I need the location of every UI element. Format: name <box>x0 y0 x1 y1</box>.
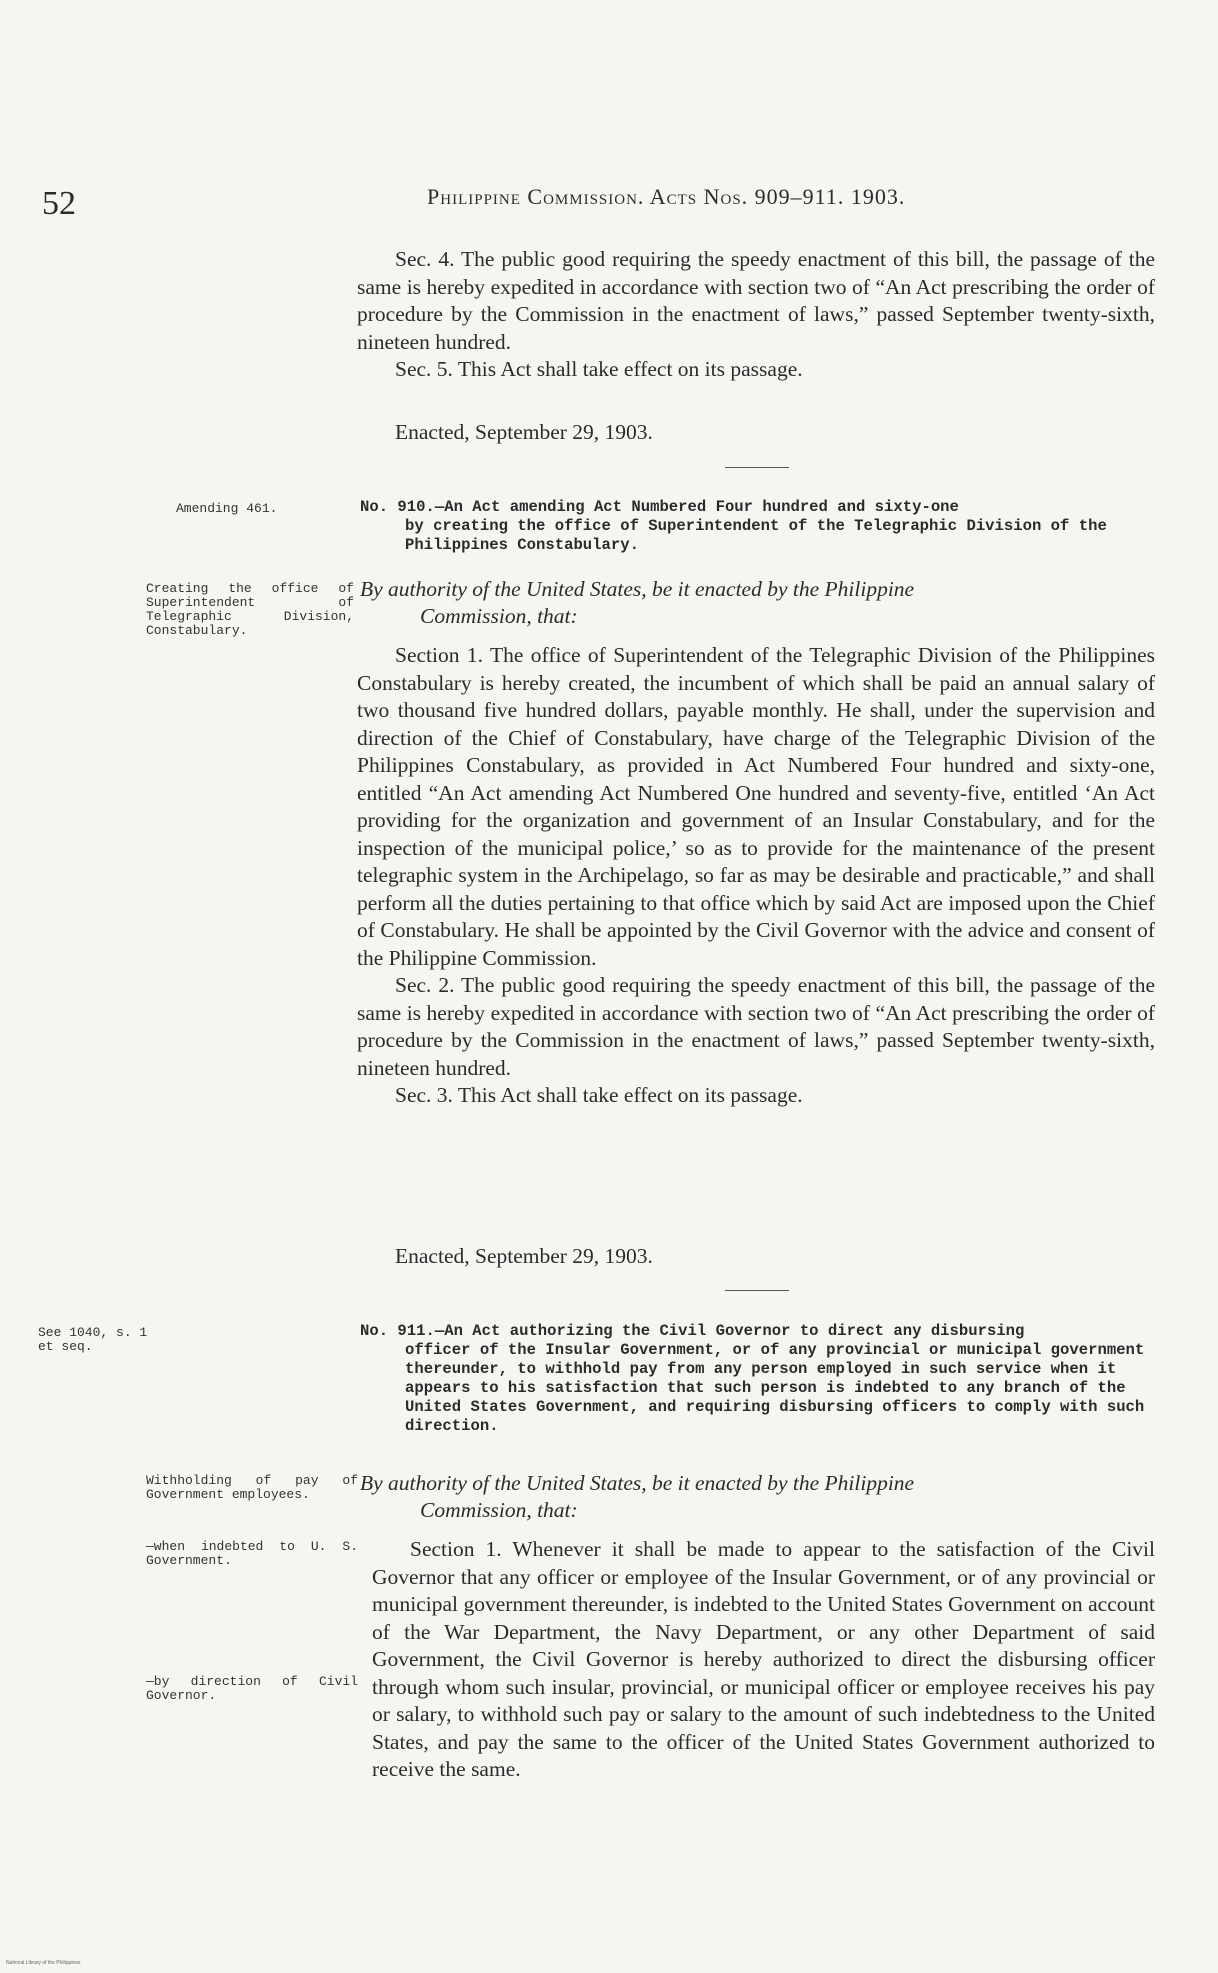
section-divider <box>725 467 789 468</box>
footer-attribution: National Library of the Philippines <box>6 1960 81 1966</box>
margin-note-amending: Amending 461. <box>176 501 278 516</box>
act-910-enacting-first-line: By authority of the United States, be it enacted by the Philippine <box>360 577 915 601</box>
page-number: 52 <box>42 185 76 222</box>
act-909-section-5: Sec. 5. This Act shall take effect on its passage. <box>395 357 803 381</box>
margin-note-creating-office: Creating the office of Superintendent of Telegraphic Division, Constabulary. <box>146 581 354 638</box>
act-909-closing-sections <box>357 246 1155 384</box>
act-910-body <box>357 642 1155 1110</box>
act-911-enacting-first-line: By authority of the United States, be it enacted by the Philippine <box>360 1471 915 1495</box>
act-910-heading-first-line: No. 910.—An Act amending Act Numbered Four hundred and sixty-one <box>360 498 959 516</box>
running-head: Philippine Commission. Acts Nos. 909–911. 1903. <box>427 184 906 209</box>
act-909-enacted-date: Enacted, September 29, 1903. <box>395 420 653 444</box>
act-910-section-2: Sec. 2. The public good requiring the speedy enactment of this bill, the passage of the same is hereby expedited in accordance with section two of “An Act prescribing the order of procedure by the Commission in the enactment of laws,” passed September twenty-sixth, nineteen hundred. <box>357 973 1155 1080</box>
act-910-heading <box>360 498 1157 555</box>
margin-note-when-indebted: —when indebted to U. S. Government. <box>146 1539 358 1568</box>
act-911-heading-first-line: No. 911.—An Act authorizing the Civil Governor to direct any disbursing <box>360 1322 1025 1340</box>
act-911-body <box>372 1536 1155 1784</box>
act-910-enacting-clause <box>360 576 1157 630</box>
act-910-enacted-date: Enacted, September 29, 1903. <box>395 1244 653 1268</box>
act-911-heading <box>360 1322 1157 1436</box>
act-910-section-1: Section 1. The office of Superintendent of the Telegraphic Division of the Philippines Constabulary is hereby created, the incumbent of which shall be paid an annual salary of two thousand five hundred dollars, payable monthly. He shall, under the supervision and direction of the Chief of Constabulary, have charge of the Telegraphic Division of the Philippines Constabulary, as provided in Act Numbered Four hundred and sixty-one, entitled “An Act amending Act Numbered One hundred and seventy-five, entitled ‘An Act providing for the organization and government of an Insular Constabulary, and for the inspection of the municipal police,’ so as to provide for the maintenance of the present telegraphic system in the Archipelago, so far as may be desirable and practicable,” and shall perform all the duties pertaining to that office which by said Act are imposed upon the Chief of Constabulary. He shall be appointed by the Civil Governor with the advice and consent of the Philippine Commission. <box>357 643 1155 970</box>
act-911-enacting-continuation: Commission, that: <box>420 1498 578 1522</box>
act-910-section-3: Sec. 3. This Act shall take effect on its passage. <box>395 1083 803 1107</box>
margin-note-by-direction: —by direction of Civil Governor. <box>146 1674 358 1703</box>
margin-note-withholding: Withholding of pay of Government employees. <box>146 1473 358 1502</box>
margin-note-see-reference: See 1040, s. 1 et seq. <box>38 1325 148 1354</box>
act-911-heading-continuation: officer of the Insular Government, or of any provincial or municipal government thereunder, to withhold pay from any person employed in such service when it appears to his satisfaction that such person is indebted to any branch of the United States Government, and requiring disbursing officers to comply with such direction. <box>405 1341 1145 1435</box>
act-911-section-1: Section 1. Whenever it shall be made to appear to the satisfaction of the Civil Governor that any officer or employee of the Insular Government, or of any provincial or municipal government thereunder, is indebted to the United States Government on account of the War Department, the Navy Department, or any other Department of said Government, the Civil Governor is hereby authorized to direct the disbursing officer through whom such insular, provincial, or municipal officer or employee receives his pay or salary, to withhold such pay or salary to the amount of such indebtedness to the United States, and pay the same to the officer of the United States Government authorized to receive the same. <box>372 1537 1155 1781</box>
section-divider <box>725 1290 789 1291</box>
act-910-enacting-continuation: Commission, that: <box>420 604 578 628</box>
act-909-section-4: Sec. 4. The public good requiring the speedy enactment of this bill, the passage of the same is hereby expedited in accordance with section two of “An Act prescribing the order of procedure by the Commission in the enactment of laws,” passed September twenty-sixth, nineteen hundred. <box>357 247 1155 354</box>
act-911-enacting-clause <box>360 1470 1157 1524</box>
act-910-heading-continuation: by creating the office of Superintendent of the Telegraphic Division of the Philippines Constabulary. <box>405 517 1107 554</box>
